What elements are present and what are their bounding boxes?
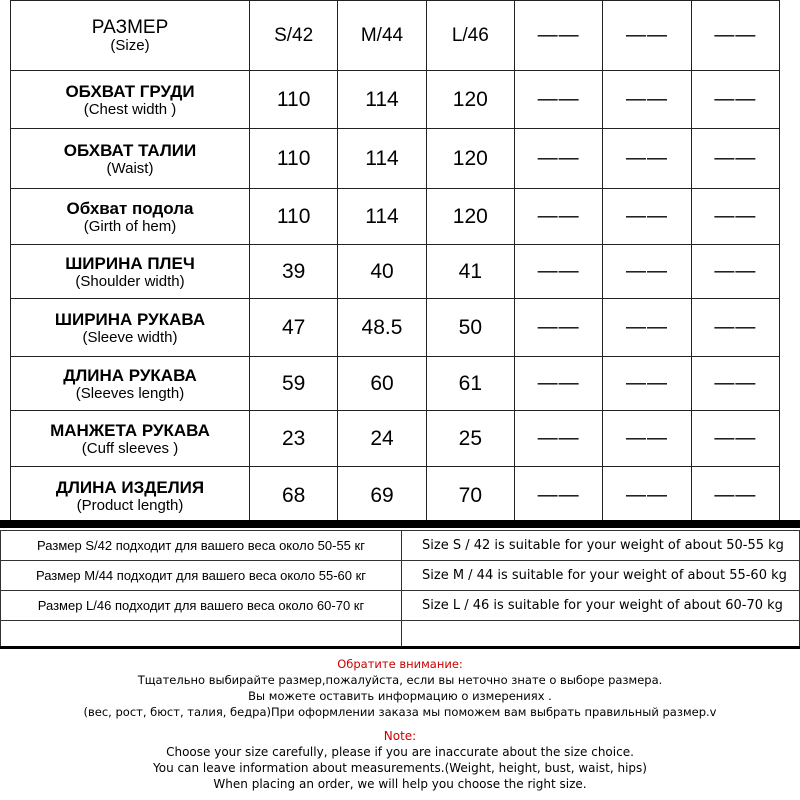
measurement-label [11, 189, 250, 245]
measurement-value: 70 [426, 467, 514, 525]
measurement-value: —— [691, 357, 779, 411]
measurement-label [11, 411, 250, 467]
fit-text-en: Size L / 46 is suitable for your weight of about 60-70 kg [402, 591, 800, 621]
notes-ru-title: Обратите внимание: [337, 657, 463, 671]
measurement-name-en: (Product length) [76, 496, 184, 514]
measurement-value: —— [603, 245, 691, 299]
measurement-value: —— [514, 467, 602, 525]
measurement-name-en: (Sleeves length) [75, 384, 185, 402]
measurement-value: 114 [338, 189, 426, 245]
measurement-value: 110 [250, 129, 338, 189]
measurement-value: 120 [426, 71, 514, 129]
measurement-value: 41 [426, 245, 514, 299]
measurement-label [11, 357, 250, 411]
measurement-value: 114 [338, 129, 426, 189]
weight-fit-table [0, 530, 800, 649]
measurement-value: 47 [250, 299, 338, 357]
measurement-name-en: (Cuff sleeves ) [81, 439, 179, 457]
measurement-row [11, 467, 780, 525]
size-table [10, 0, 780, 525]
measurement-name-ru: МАНЖЕТА РУКАВА [50, 420, 210, 440]
measurement-value: —— [603, 411, 691, 467]
notes-russian [0, 656, 800, 720]
measurement-value: —— [603, 129, 691, 189]
measurement-name-en: (Waist) [106, 159, 154, 177]
measurement-value: —— [514, 299, 602, 357]
measurement-value: 59 [250, 357, 338, 411]
fit-row [1, 591, 800, 621]
measurement-label [11, 71, 250, 129]
measurement-value: —— [603, 189, 691, 245]
measurement-label [11, 245, 250, 299]
size-col-header: —— [691, 1, 779, 71]
measurement-value: 24 [338, 411, 426, 467]
fit-cell-empty [402, 621, 800, 649]
measurement-row [11, 357, 780, 411]
fit-text-en: Size M / 44 is suitable for your weight of about 55-60 kg [402, 561, 800, 591]
size-col-header: S/42 [250, 1, 338, 71]
notes-en-title: Note: [383, 729, 417, 743]
measurement-value: 68 [250, 467, 338, 525]
measurement-label [11, 299, 250, 357]
measurement-name-ru: ОБХВАТ ГРУДИ [65, 81, 195, 101]
measurement-name-en: (Sleeve width) [82, 328, 178, 346]
fit-text-ru: Размер L/46 подходит для вашего веса около 60-70 кг [1, 591, 402, 621]
measurement-row [11, 129, 780, 189]
size-col-header: M/44 [338, 1, 426, 71]
measurement-value: 61 [426, 357, 514, 411]
measurement-value: 60 [338, 357, 426, 411]
measurement-value: —— [514, 245, 602, 299]
size-col-header: —— [514, 1, 602, 71]
measurement-name-ru: Обхват подола [66, 198, 194, 218]
measurement-value: —— [691, 129, 779, 189]
measurement-value: 23 [250, 411, 338, 467]
measurement-name-ru: ДЛИНА РУКАВА [63, 365, 197, 385]
measurement-value: —— [691, 411, 779, 467]
size-header-ru: РАЗМЕР [91, 16, 169, 38]
measurement-row [11, 71, 780, 129]
notes-en-line: You can leave information about measurements.(Weight, height, bust, waist, hips) [153, 761, 647, 775]
fit-cell-empty [1, 621, 402, 649]
measurement-label [11, 129, 250, 189]
fit-row-empty [1, 621, 800, 649]
measurement-value: —— [514, 189, 602, 245]
measurement-value: —— [691, 467, 779, 525]
measurement-label [11, 467, 250, 525]
measurement-value: 48.5 [338, 299, 426, 357]
measurement-value: —— [603, 71, 691, 129]
measurement-name-ru: ШИРИНА РУКАВА [54, 309, 206, 329]
fit-text-ru: Размер M/44 подходит для вашего веса около 55-60 кг [1, 561, 402, 591]
measurement-value: 40 [338, 245, 426, 299]
measurement-value: 110 [250, 71, 338, 129]
measurement-row [11, 189, 780, 245]
measurement-value: —— [603, 299, 691, 357]
measurement-value: —— [514, 357, 602, 411]
fit-row [1, 531, 800, 561]
measurement-name-en: (Shoulder width) [75, 272, 185, 290]
fit-text-en: Size S / 42 is suitable for your weight of about 50-55 kg [402, 531, 800, 561]
measurement-value: 120 [426, 189, 514, 245]
measurement-value: 69 [338, 467, 426, 525]
measurement-row [11, 245, 780, 299]
measurement-value: —— [691, 71, 779, 129]
measurement-name-ru: ДЛИНА ИЗДЕЛИЯ [55, 477, 205, 497]
size-col-header: L/46 [426, 1, 514, 71]
divider-band [0, 646, 800, 649]
measurement-value: 114 [338, 71, 426, 129]
measurement-value: 25 [426, 411, 514, 467]
measurement-row [11, 411, 780, 467]
notes-en-line: Choose your size carefully, please if you are inaccurate about the size choice. [166, 745, 634, 759]
measurement-value: —— [603, 357, 691, 411]
measurement-value: —— [691, 299, 779, 357]
measurement-name-en: (Girth of hem) [83, 217, 177, 235]
measurement-row [11, 299, 780, 357]
notes-en-line: When placing an order, we will help you choose the right size. [213, 777, 587, 791]
measurement-value: —— [691, 245, 779, 299]
notes-english [0, 728, 800, 792]
measurement-value: 110 [250, 189, 338, 245]
measurement-value: —— [514, 71, 602, 129]
measurement-value: 39 [250, 245, 338, 299]
measurement-value: —— [514, 411, 602, 467]
fit-text-ru: Размер S/42 подходит для вашего веса около 50-55 кг [1, 531, 402, 561]
size-header-row [11, 1, 780, 71]
measurement-value: —— [691, 189, 779, 245]
notes-ru-line: Вы можете оставить информацию о измерениях . [248, 689, 552, 703]
measurement-name-en: (Chest width ) [83, 100, 177, 118]
size-header-en: (Size) [110, 36, 150, 54]
measurement-value: —— [514, 129, 602, 189]
measurement-value: 50 [426, 299, 514, 357]
notes-ru-line: Тщательно выбирайте размер,пожалуйста, если вы неточно знате о выборе размера. [137, 673, 663, 687]
measurement-name-ru: ОБХВАТ ТАЛИИ [63, 140, 197, 160]
notes-ru-line: (вес, рост, бюст, талия, бедра)При оформлении заказа мы поможем вам выбрать правильный размер.v [83, 705, 717, 719]
size-header-label [11, 1, 250, 71]
measurement-value: —— [603, 467, 691, 525]
measurement-name-ru: ШИРИНА ПЛЕЧ [65, 253, 195, 273]
size-col-header: —— [603, 1, 691, 71]
divider-band [0, 520, 800, 528]
measurement-value: 120 [426, 129, 514, 189]
fit-row [1, 561, 800, 591]
